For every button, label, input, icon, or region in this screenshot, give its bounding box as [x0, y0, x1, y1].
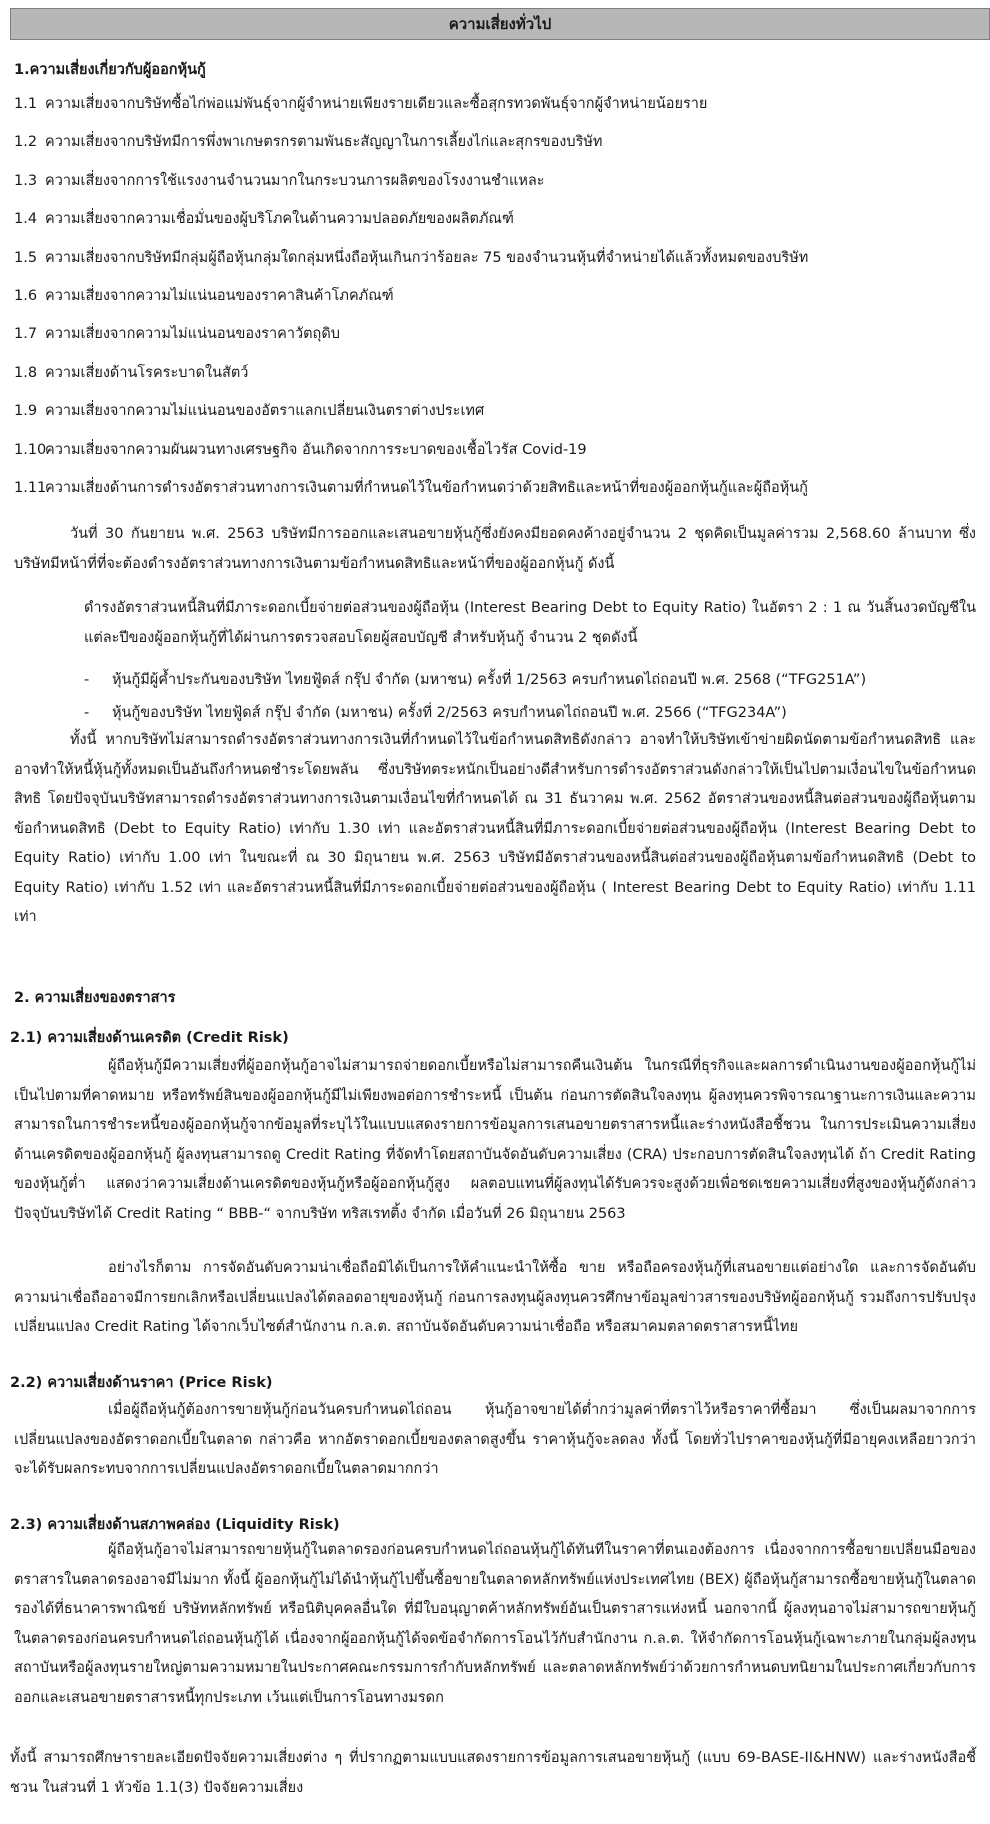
risk-item-number: 1.2: [14, 134, 38, 151]
risk-item-number: 1.10: [14, 441, 47, 458]
credit-risk-title: 2.1) ความเสี่ยงด้านเครดิต (Credit Risk): [10, 1030, 289, 1046]
risk-list: [14, 94, 974, 516]
risk-item-number: 1.11: [14, 479, 47, 496]
price-risk-title: 2.2) ความเสี่ยงด้านราคา (Price Risk): [10, 1375, 273, 1391]
risk-item-text: ความเสี่ยงจากความเชื่อมั่นของผู้บริโภคในด้านความปลอดภัยของผลิตภัณฑ์: [45, 211, 514, 228]
risk-item-text: ความเสี่ยงจากความไม่แน่นอนของราคาวัตถุดิบ: [45, 326, 340, 343]
debenture-list: [84, 667, 976, 733]
risk-item-text: ความเสี่ยงด้านการดำรงอัตราส่วนทางการเงินตามที่กำหนดไว้ในข้อกำหนดว่าด้วยสิทธิและหน้าที่ของผู้ออกหุ้นกู้และผู้ถือหุ้นกู้: [45, 479, 808, 496]
risk-item-text: ความเสี่ยงจากความไม่แน่นอนของอัตราแลกเปลี่ยนเงินตราต่างประเทศ: [45, 403, 485, 420]
debenture-item-text: หุ้นกู้ของบริษัท ไทยฟู้ดส์ กรุ๊ป จำกัด (มหาชน) ครั้งที่ 2/2563 ครบกำหนดไถ่ถอนปี พ.ศ. 2566 (“TFG234A”): [112, 705, 787, 721]
risk-item-number: 1.6: [14, 287, 38, 304]
risk-item: [14, 440, 974, 478]
bullet-dash: -: [84, 705, 90, 721]
risk-item-number: 1.4: [14, 211, 38, 228]
debenture-item-text: หุ้นกู้มีผู้ค้ำประกันของบริษัท ไทยฟู้ดส์ กรุ๊ป จำกัด (มหาชน) ครั้งที่ 1/2563 ครบกำหนดไถ่ถอนปี พ.ศ. 2568 (“TFG251A”): [112, 672, 867, 688]
risk-item: [14, 401, 974, 439]
risk-item: [14, 132, 974, 170]
risk-item: [14, 171, 974, 209]
risk-item-number: 1.7: [14, 326, 38, 343]
paragraph-liquidity-risk: ผู้ถือหุ้นกู้อาจไม่สามารถขายหุ้นกู้ในตลาดรองก่อนครบกำหนดไถ่ถอนหุ้นกู้ได้ทันทีในราคาที่ตนเองต้องการ เนื่องจากการซื้อขายเปลี่ยนมือของตราสารในตลาดรองอาจมีไม่มาก ทั้งนี้ ผู้ออกหุ้นกู้ไม่ได้นำหุ้นกู้ไปขึ้นซื้อขายในตลาดหลักทรัพย์แห่งประเทศไทย (BEX) ผู้ถือหุ้นกู้สามารถซื้อขายหุ้นกู้ในตลาดรองได้ที่ธนาคารพาณิชย์ บริษัทหลักทรัพย์ หรือนิติบุคคลอื่นใด ที่มีใบอนุญาตค้าหลักทรัพย์อันเป็นตราสารแห่งหนี้ นอกจากนี้ ผู้ลงทุนอาจไม่สามารถขายหุ้นกู้ในตลาดรองก่อนครบกำหนดไถ่ถอนหุ้นกู้ได้ เนื่องจากผู้ออกหุ้นกู้ได้จดข้อจำกัดการโอนไว้กับสำนักงาน ก.ล.ต. ให้จำกัดการโอนหุ้นกู้เฉพาะภายในกลุ่มผู้ลงทุนสถาบันหรือผู้ลงทุนรายใหญ่ตามความหมายในประกาศคณะกรรมการกำกับหลักทรัพย์ และตลาดหลักทรัพย์ว่าด้วยการกำหนดบทนิยามในประกาศเกี่ยวกับการออกและเสนอขายตราสารหนี้ทุกประเภท เว้นแต่เป็นการโอนทางมรดก: [14, 1542, 976, 1706]
risk-item-number: 1.5: [14, 249, 38, 266]
paragraph-covenant-compliance: ทั้งนี้ หากบริษัทไม่สามารถดำรงอัตราส่วนทางการเงินที่กำหนดไว้ในข้อกำหนดสิทธิดังกล่าว อาจทำให้บริษัทเข้าข่ายผิดนัดตามข้อกำหนดสิทธิ และอาจทำให้หนี้หุ้นกู้ทั้งหมดเป็นอันถึงกำหนดชำระโดยพลัน ซึ่งบริษัทตระหนักเป็นอย่างดีสำหรับการดำรงอัตราส่วนดังกล่าวให้เป็นไปตามเงื่อนไขในข้อกำหนดสิทธิ โดยปัจจุบันบริษัทสามารถดำรงอัตราส่วนทางการเงินตามเงื่อนไขที่กำหนดได้ ณ 31 ธันวาคม พ.ศ. 2562 อัตราส่วนของหนี้สินต่อส่วนของผู้ถือหุ้นตามข้อกำหนดสิทธิ (Debt to Equity Ratio) เท่ากับ 1.30 เท่า และอัตราส่วนหนี้สินที่มีภาระดอกเบี้ยจ่ายต่อส่วนของผู้ถือหุ้น (Interest Bearing Debt to Equity Ratio) เท่ากับ 1.00 เท่า ในขณะที่ ณ 30 มิถุนายน พ.ศ. 2563 บริษัทมีอัตราส่วนของหนี้สินต่อส่วนของผู้ถือหุ้นตามข้อกำหนดสิทธิ (Debt to Equity Ratio) เท่ากับ 1.52 เท่า และอัตราส่วนหนี้สินที่มีภาระดอกเบี้ยจ่ายต่อส่วนของผู้ถือหุ้น ( Interest Bearing Debt to Equity Ratio) เท่ากับ 1.11 เท่า: [14, 732, 976, 925]
risk-item-number: 1.8: [14, 364, 38, 381]
debenture-item: [84, 667, 976, 700]
risk-item-text: ความเสี่ยงจากบริษัทซื้อไก่พ่อแม่พันธุ์จากผู้จำหน่ายเพียงรายเดียวและซื้อสุกรทวดพันธุ์จากผู้จำหน่ายน้อยราย: [45, 96, 708, 112]
risk-item: [14, 478, 974, 516]
paragraph-price-risk: เมื่อผู้ถือหุ้นกู้ต้องการขายหุ้นกู้ก่อนวันครบกำหนดไถ่ถอน หุ้นกู้อาจขายได้ต่ำกว่ามูลค่าที่ตราไว้หรือราคาที่ซื้อมา ซึ่งเป็นผลมาจากการเปลี่ยนแปลงของอัตราดอกเบี้ยในตลาด กล่าวคือ หากอัตราดอกเบี้ยของตลาดสูงขึ้น ราคาหุ้นกู้จะลดลง ทั้งนี้ โดยทั่วไปราคาของหุ้นกู้ที่มีอายุคงเหลือยาวกว่าจะได้รับผลกระทบจากการเปลี่ยนแปลงอัตราดอกเบี้ยในตลาดมากกว่า: [14, 1402, 976, 1477]
paragraph-credit-risk: ผู้ถือหุ้นกู้มีความเสี่ยงที่ผู้ออกหุ้นกู้อาจไม่สามารถจ่ายดอกเบี้ยหรือไม่สามารถคืนเงินต้น ในกรณีที่ธุรกิจและผลการดำเนินงานของผู้ออกหุ้นกู้ไม่เป็นไปตามที่คาดหมาย หรือทรัพย์สินของผู้ออกหุ้นกู้มีไม่เพียงพอต่อการชำระหนี้ เป็นต้น ก่อนการตัดสินใจลงทุน ผู้ลงทุนควรพิจารณาฐานะการเงินและความสามารถในการชำระหนี้ของผู้ออกหุ้นกู้จากข้อมูลที่ระบุไว้ในแบบแสดงรายการข้อมูลการเสนอขายตราสารหนี้และร่างหนังสือชี้ชวน ในการประเมินความเสี่ยงด้านเครดิตของผู้ออกหุ้นกู้ ผู้ลงทุนสามารถดู Credit Rating ที่จัดทำโดยสถาบันจัดอันดับความเสี่ยง (CRA) ประกอบการตัดสินใจลงทุนได้ ถ้า Credit Rating ของหุ้นกู้ต่ำ แสดงว่าความเสี่ยงด้านเครดิตของหุ้นกู้หรือผู้ออกหุ้นกู้สูง ผลตอบแทนที่ผู้ลงทุนได้รับควรจะสูงด้วยเพื่อชดเชยความเสี่ยงที่สูงของหุ้นกู้ดังกล่าว ปัจจุบันบริษัทได้ Credit Rating “ BBB-“ จากบริษัท ทริสเรทติ้ง จำกัด เมื่อวันที่ 26 มิถุนายน 2563: [14, 1058, 976, 1222]
risk-item-text: ความเสี่ยงจากบริษัทมีกลุ่มผู้ถือหุ้นกลุ่มใดกลุ่มหนึ่งถือหุ้นเกินกว่าร้อยละ 75 ของจำนวนหุ้นที่จำหน่ายได้แล้วทั้งหมดของบริษัท: [45, 249, 809, 266]
paragraph-credit-rating-note: อย่างไรก็ตาม การจัดอันดับความน่าเชื่อถือมิได้เป็นการให้คำแนะนำให้ซื้อ ขาย หรือถือครองหุ้นกู้ที่เสนอขายแต่อย่างใด และการจัดอันดับความน่าเชื่อถืออาจมีการยกเลิกหรือเปลี่ยนแปลงได้ตลอดอายุของหุ้นกู้ ก่อนการลงทุนผู้ลงทุนควรศึกษาข้อมูลข่าวสารของบริษัทผู้ออกหุ้นกู้ รวมถึงการปรับปรุงเปลี่ยนแปลง Credit Rating ได้จากเว็บไซต์สำนักงาน ก.ล.ต. สถาบันจัดอันดับความน่าเชื่อถือ หรือสมาคมตลาดตราสารหนี้ไทย: [14, 1260, 976, 1335]
risk-item: [14, 94, 974, 132]
risk-item-number: 1.1: [14, 96, 38, 112]
risk-item: [14, 324, 974, 362]
section-1-title: 1.ความเสี่ยงเกี่ยวกับผู้ออกหุ้นกู้: [14, 62, 206, 78]
risk-item: [14, 363, 974, 401]
risk-item-text: ความเสี่ยงจากการใช้แรงงานจำนวนมากในกระบวนการผลิตของโรงงานชำแหละ: [45, 172, 545, 189]
risk-item-text: ความเสี่ยงจากความผันผวนทางเศรษฐกิจ อันเกิดจากการระบาดของเชื้อไวรัส Covid-19: [45, 441, 587, 458]
liquidity-risk-title: 2.3) ความเสี่ยงด้านสภาพคล่อง (Liquidity Risk): [10, 1517, 340, 1533]
risk-item: [14, 209, 974, 247]
risk-item-number: 1.9: [14, 403, 38, 420]
risk-item: [14, 248, 974, 286]
page-title: ความเสี่ยงทั่วไป: [10, 8, 990, 40]
risk-item-text: ความเสี่ยงจากบริษัทมีการพึ่งพาเกษตรกรตามพันธะสัญญาในการเลี้ยงไก่และสุกรของบริษัท: [45, 134, 603, 151]
paragraph-ratio-covenant: ดำรงอัตราส่วนหนี้สินที่มีภาระดอกเบี้ยจ่ายต่อส่วนของผู้ถือหุ้น (Interest Bearing Debt to Equity Ratio) ในอัตรา 2 : 1 ณ วันสิ้นงวดบัญชีในแต่ละปีของผู้ออกหุ้นกู้ที่ได้ผ่านการตรวจสอบโดยผู้สอบบัญชี สำหรับหุ้นกู้ จำนวน 2 ชุดดังนี้: [84, 600, 976, 646]
section-2-title: 2. ความเสี่ยงของตราสาร: [14, 990, 176, 1006]
risk-item-text: ความเสี่ยงจากความไม่แน่นอนของราคาสินค้าโภคภัณฑ์: [45, 287, 394, 304]
risk-item: [14, 286, 974, 324]
risk-item-text: ความเสี่ยงด้านโรคระบาดในสัตว์: [45, 364, 249, 381]
risk-item-number: 1.3: [14, 172, 38, 189]
bullet-dash: -: [84, 672, 90, 688]
paragraph-outstanding-debentures: วันที่ 30 กันยายน พ.ศ. 2563 บริษัทมีการออกและเสนอขายหุ้นกู้ซึ่งยังคงมียอดคงค้างอยู่จำนวน 2 ชุดคิดเป็นมูลค่ารวม 2,568.60 ล้านบาท ซึ่งบริษัทมีหน้าที่ที่จะต้องดำรงอัตราส่วนทางการเงินตามข้อกำหนดสิทธิและหน้าที่ของผู้ออกหุ้นกู้ ดังนี้: [14, 526, 976, 572]
paragraph-closing-note: ทั้งนี้ สามารถศึกษารายละเอียดปัจจัยความเสี่ยงต่าง ๆ ที่ปรากฏตามแบบแสดงรายการข้อมูลการเสนอขายหุ้นกู้ (แบบ 69-BASE-II&HNW) และร่างหนังสือชี้ชวน ในส่วนที่ 1 หัวข้อ 1.1(3) ปัจจัยความเสี่ยง: [10, 1750, 976, 1796]
